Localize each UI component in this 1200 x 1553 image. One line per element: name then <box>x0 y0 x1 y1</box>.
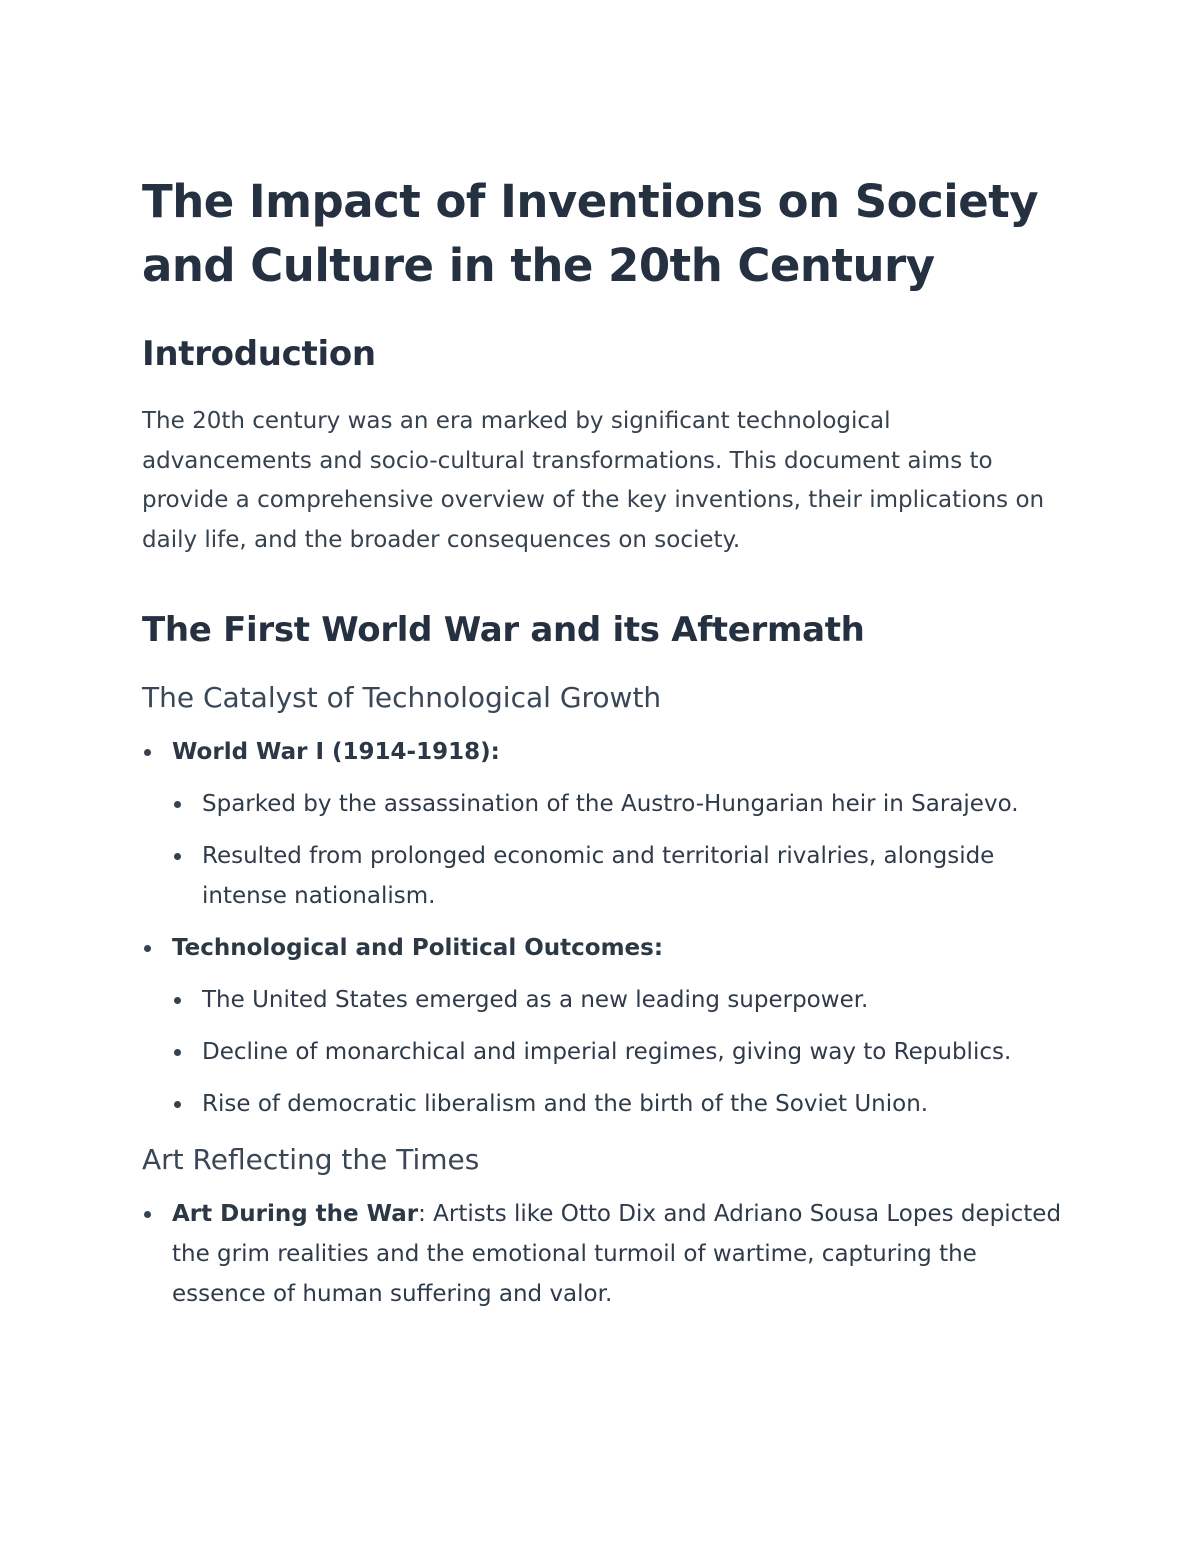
list-item <box>142 1194 1062 1314</box>
sub-list <box>172 980 1062 1124</box>
bullet-icon <box>174 801 181 808</box>
art-heading: Art Reflecting the Times <box>142 1143 480 1176</box>
document-title: The Impact of Inventions on Society and Culture in the 20th Century <box>142 175 1039 292</box>
bullet-icon <box>144 1211 151 1218</box>
list-item <box>142 732 1062 916</box>
sub-list-item <box>172 1032 1062 1072</box>
sub-list-item <box>172 980 1062 1020</box>
list-item-label: Technological and Political Outcomes: <box>172 935 664 961</box>
intro-heading: Introduction <box>142 334 376 374</box>
sub-list-item <box>172 836 1062 916</box>
sub-list-item-text: The United States emerged as a new leading superpower. <box>202 987 869 1013</box>
list-item-label: Art During the War <box>172 1201 419 1227</box>
bullet-icon <box>174 1101 181 1108</box>
bullet-icon <box>144 749 151 756</box>
bullet-icon <box>174 1049 181 1056</box>
sub-list-item-text: Decline of monarchical and imperial regimes, giving way to Republics. <box>202 1039 1012 1065</box>
bullet-icon <box>174 997 181 1004</box>
sub-list-item-text: Sparked by the assassination of the Austro-Hungarian heir in Sarajevo. <box>202 791 1019 817</box>
list-item-text: : Artists like Otto Dix and Adriano Sousa Lopes depicted the grim realities and the emotional turmoil of wartime, capturing the essence of human suffering and valor. <box>172 1201 1062 1307</box>
intro-paragraph: The 20th century was an era marked by significant technological advancements and socio-cultural transformations. This document aims to provide a comprehensive overview of the key inventions, their implications on daily life, and the broader consequences on society. <box>142 408 1045 553</box>
sub-list-item <box>172 1084 1062 1124</box>
catalyst-heading: The Catalyst of Technological Growth <box>142 681 662 714</box>
document-page <box>142 170 1062 1314</box>
art-list <box>142 1194 1062 1314</box>
sub-list-item-text: Rise of democratic liberalism and the birth of the Soviet Union. <box>202 1091 929 1117</box>
bullet-icon <box>174 853 181 860</box>
list-item <box>142 928 1062 1124</box>
catalyst-list <box>142 732 1062 1124</box>
list-item-label: World War I (1914-1918): <box>172 739 500 765</box>
ww1-heading: The First World War and its Aftermath <box>142 610 865 650</box>
sub-list-item-text: Resulted from prolonged economic and territorial rivalries, alongside intense nationalism. <box>202 843 995 909</box>
bullet-icon <box>144 945 151 952</box>
sub-list <box>172 784 1062 916</box>
sub-list-item <box>172 784 1062 824</box>
